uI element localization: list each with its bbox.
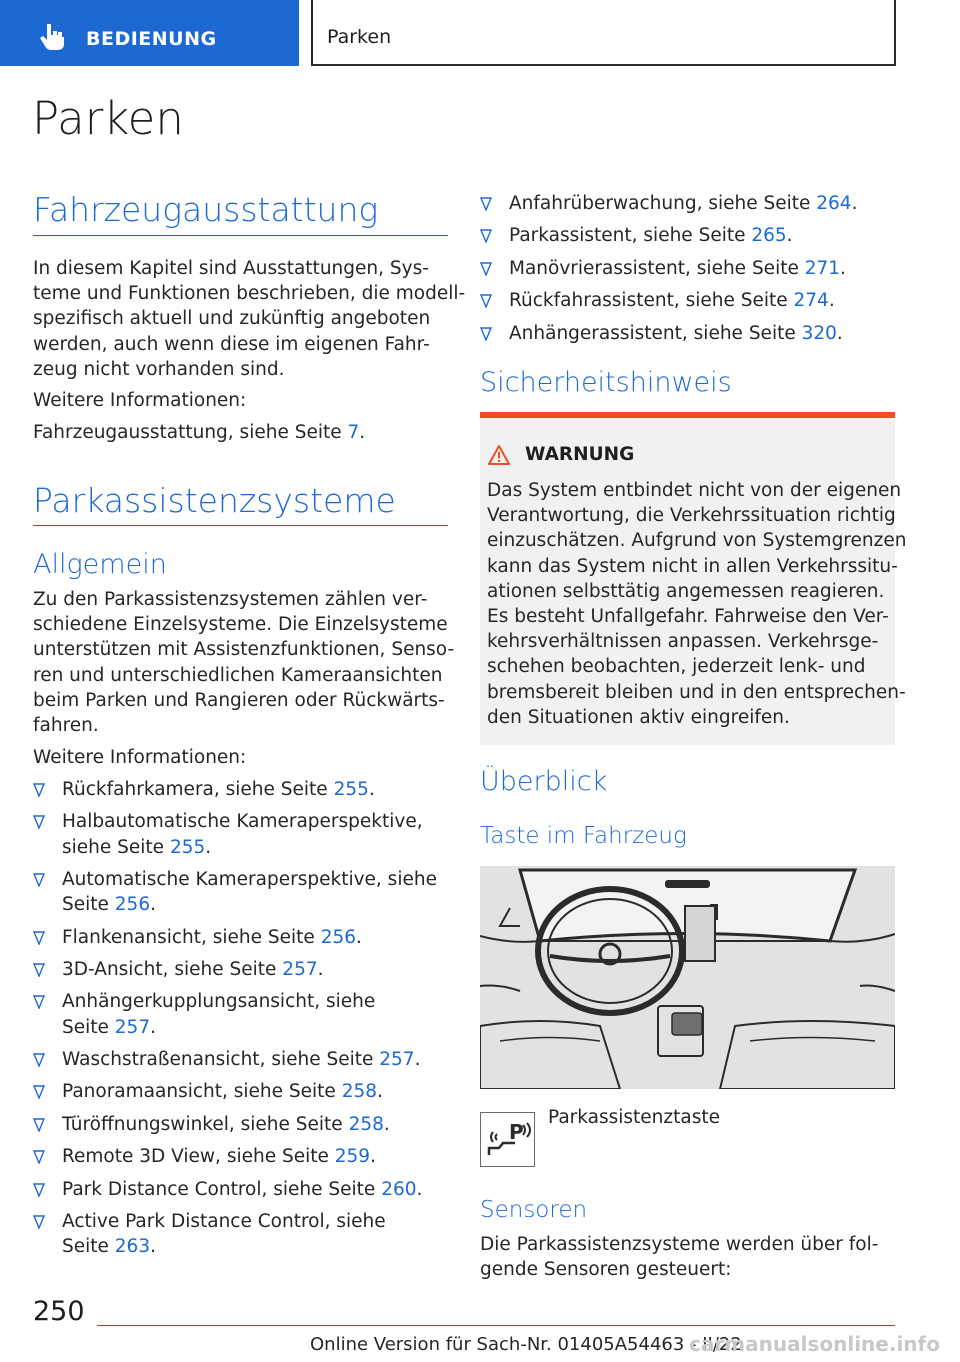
section-label: BEDIENUNG: [86, 28, 217, 50]
list-item: Manövrierassistent, siehe Seite 271.: [480, 256, 895, 281]
page-link[interactable]: 259: [334, 1146, 371, 1168]
list-item: Automatische Kameraperspektive, siehe Seite 256.: [33, 867, 448, 917]
heading-sicherheitshinweis: Sicherheitshinweis: [480, 367, 732, 398]
heading-rule: [33, 235, 448, 236]
triangle-bullet-icon: [33, 815, 45, 829]
warning-box: [480, 412, 907, 745]
triangle-bullet-icon: [33, 1150, 45, 1164]
page-link[interactable]: 274: [793, 290, 829, 312]
park-assist-icon: [481, 1113, 536, 1168]
watermark: carmanualsonline.info: [689, 1332, 940, 1356]
page-link[interactable]: 264: [816, 193, 852, 214]
car-interior-illustration: [480, 866, 895, 1089]
chapter-label: Parken: [327, 26, 392, 48]
heading-rule: [33, 525, 448, 526]
page-link[interactable]: 256: [320, 926, 356, 948]
page-link[interactable]: 263: [114, 1236, 151, 1258]
warning-text: Das System entbindet nicht von der eigenen Verantwortung, die Verkehrssituation richtig einzuschätzen. Aufgrund von Systemgrenzen kann das System nicht in allen Verkehrssitu- ationen selbsttätig angemessen reagieren. Es besteht Unfallgefahr. Fahrweise den Ver- kehrsverhältnissen anpassen. Verkehrsge- schehen beobachten, jederzeit lenk- und bremsbereit bleiben und in den entsprechen- den Situationen aktiv eingreifen.: [487, 480, 907, 728]
page-link[interactable]: 260: [381, 1178, 417, 1200]
icon-label: Parkassistenztaste: [548, 1107, 720, 1128]
page-link[interactable]: 257: [282, 958, 318, 980]
page-link[interactable]: 7: [347, 422, 360, 443]
camera-feature-list: [33, 777, 448, 1267]
allgemein-paragraph: Zu den Parkassistenzsystemen zählen ver- schiedene Einzelsysteme. Die Einzelsysteme unterstützen mit Assistenzfunktionen, Senso- ren und unterschiedlichen Kameraansichten beim Parken und Rangieren oder Rückwärts- fahren.: [33, 589, 455, 737]
hand-pointer-icon: [38, 22, 68, 52]
triangle-bullet-icon: [33, 963, 45, 977]
heading-fahrzeugausstattung: Fahrzeugausstattung: [33, 190, 379, 229]
page-link[interactable]: 256: [114, 894, 151, 916]
heading-allgemein: Allgemein: [33, 549, 167, 580]
page-link[interactable]: 258: [341, 1081, 377, 1103]
page-link[interactable]: 257: [114, 1016, 151, 1038]
fz-reference: Fahrzeugausstattung, siehe Seite 7.: [33, 422, 366, 443]
page-link[interactable]: 271: [804, 257, 841, 279]
page-link[interactable]: 255: [333, 779, 369, 800]
list-item: Flankenansicht, siehe Seite 256.: [33, 925, 448, 950]
page-link[interactable]: 265: [751, 225, 787, 247]
triangle-bullet-icon: [480, 262, 492, 276]
triangle-bullet-icon: [480, 229, 492, 243]
list-item: Panoramaansicht, siehe Seite 258.: [33, 1079, 448, 1104]
triangle-bullet-icon: [33, 1053, 45, 1067]
heading-parkassistenzsysteme: Parkassistenzsysteme: [33, 481, 396, 520]
list-item: Parkassistent, siehe Seite 265.: [480, 223, 895, 248]
page-link[interactable]: 258: [348, 1113, 384, 1135]
triangle-bullet-icon: [33, 873, 45, 887]
footer-rule: [97, 1325, 895, 1326]
dashboard-illustration: [480, 866, 895, 1089]
page-link[interactable]: 255: [169, 836, 206, 858]
list-item: Halbautomatische Kameraperspektive, siehe Seite 255.: [33, 809, 448, 859]
heading-taste-im-fahrzeug: Taste im Fahrzeug: [480, 823, 687, 849]
more-info-label: Weitere Informationen:: [33, 747, 247, 768]
svg-text:P: P: [509, 1120, 524, 1144]
triangle-bullet-icon: [480, 327, 492, 341]
section-tab: [0, 0, 299, 66]
list-item: Waschstraßenansicht, siehe Seite 257.: [33, 1047, 448, 1072]
fz-paragraph: In diesem Kapitel sind Ausstattungen, Sys- teme und Funktionen beschrieben, die modell- spezifisch aktuell und zukünftig angeboten werden, auch wenn diese im eigenen Fahr- zeug nicht vorhanden sind.: [33, 258, 466, 380]
list-item: Anhängerkupplungsansicht, siehe Seite 257.: [33, 989, 448, 1039]
triangle-bullet-icon: [33, 783, 45, 797]
list-item: Anhängerassistent, siehe Seite 320.: [480, 321, 895, 346]
triangle-bullet-icon: [33, 995, 45, 1009]
warning-title: WARNUNG: [525, 444, 635, 465]
triangle-bullet-icon: [480, 197, 492, 211]
page-link[interactable]: 257: [379, 1048, 415, 1070]
triangle-bullet-icon: [33, 931, 45, 945]
chapter-box: [311, 0, 896, 66]
assistant-feature-list: [480, 191, 895, 353]
list-item: Anfahrüberwachung, siehe Seite 264.: [480, 191, 895, 216]
list-item: Rückfahrassistent, siehe Seite 274.: [480, 288, 895, 313]
heading-sensoren: Sensoren: [480, 1197, 588, 1223]
list-item: Türöffnungswinkel, siehe Seite 258.: [33, 1112, 448, 1137]
sensors-paragraph: Die Parkassistenzsysteme werden über fol- gende Sensoren gesteuert:: [480, 1234, 879, 1281]
list-item: Park Distance Control, siehe Seite 260.: [33, 1177, 448, 1202]
triangle-bullet-icon: [33, 1085, 45, 1099]
triangle-bullet-icon: [480, 294, 492, 308]
page-number: 250: [33, 1296, 85, 1327]
page-title: Parken: [32, 92, 184, 145]
park-assist-button-icon: [480, 1112, 535, 1167]
list-item: Remote 3D View, siehe Seite 259.: [33, 1144, 448, 1169]
warning-triangle-icon: [487, 444, 511, 466]
page-link[interactable]: 320: [801, 322, 837, 344]
heading-ueberblick: Überblick: [480, 766, 608, 797]
triangle-bullet-icon: [33, 1215, 45, 1229]
list-item: 3D-Ansicht, siehe Seite 257.: [33, 957, 448, 982]
triangle-bullet-icon: [33, 1118, 45, 1132]
list-item: Rückfahrkamera, siehe Seite 255.: [33, 777, 448, 802]
more-info-label: Weitere Informationen:: [33, 390, 247, 411]
footer-text: Online Version für Sach-Nr. 01405A54463 - II/22: [310, 1334, 742, 1355]
list-item: Active Park Distance Control, siehe Seite 263.: [33, 1209, 448, 1259]
triangle-bullet-icon: [33, 1183, 45, 1197]
